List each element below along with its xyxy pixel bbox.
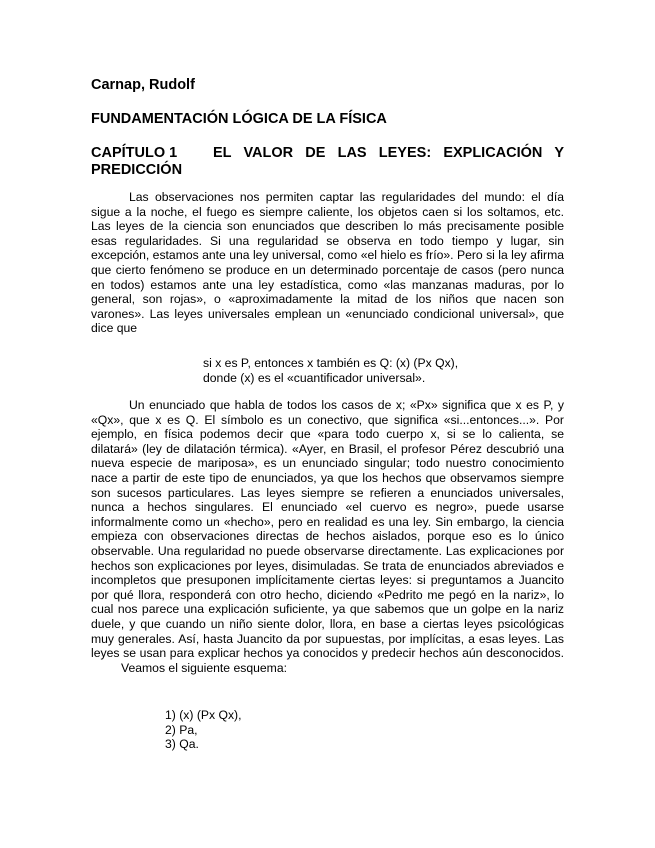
chapter-title-line1: EL VALOR DE LAS LEYES: EXPLICACIÓN Y — [213, 145, 564, 161]
book-title: FUNDAMENTACIÓN LÓGICA DE LA FÍSICA — [91, 111, 387, 127]
scheme-list — [165, 708, 465, 752]
scheme-item-2: 2) Pa, — [165, 722, 198, 737]
scheme-item-3: 3) Qa. — [165, 737, 199, 752]
author-name: Carnap, Rudolf — [91, 77, 195, 93]
paragraph-2-main: Un enunciado que habla de todos los casos de x; «Px» significa que x es P, y «Qx», que x es Q. El símbolo es un conectivo, que significa «si...entonces...». Por ejemplo, en física podemos decir que «para todo cuerpo x, si se lo calienta, se dilatará» (ley de dilatación térmica). «Ayer, en Brasil, el profesor Pérez descubrió una nueva especie de mariposa», es un enunciado singular; todo nuestro conocimiento nace a partir de este tipo de enunciados, ya que los hechos que observamos siempre son sucesos particulares. Las leyes siempre se refieren a enunciados universales, nunca a hechos singulares. El enunciado «el cuervo es negro», puede usarse informalmente como un «hecho», pero en realidad es una ley. Sin embargo, la ciencia empieza con observaciones directas de hechos aislados, porque eso es lo único observable. Una regularidad no puede observarse directamente. Las explicaciones por hechos son explicaciones por leyes, disimuladas. Se trata de enunciados abreviados e incompletos que presuponen implícitamente ciertas leyes: si preguntamos a Juancito por qué llora, responderá con otro hecho, diciendo «Pedrito me pegó en la nariz», lo cual nos parece una explicación suficiente, ya que sabemos que un golpe en la nariz duele, y que cuando un niño siente dolor, llora, en base a ciertas leyes psicológicas muy generales. Así, hasta Juancito da por supuestas, por implícitas, a esas leyes. Las leyes se usan para explicar hechos ya conocidos y predecir hechos aún desconocidos. — [91, 398, 564, 661]
paragraph-1: Las observaciones nos permiten captar las regularidades del mundo: el día sigue a la noche, el fuego es siempre caliente, los objetos caen si los soltamos, etc. Las leyes de la ciencia son enunciados que describen lo más precisamente posible esas regularidades. Si una regularidad se observa en todo tiempo y lugar, sin excepción, estamos ante una ley universal, como «el hielo es frío». Pero si la ley afirma que cierto fenómeno se produce en un determinado porcentaje de casos (pero nunca en todos) estamos ante una ley estadística, como «las manzanas maduras, por lo general, son rojas», o «aproximadamente la mitad de los niños que nacen son varones». Las leyes universales emplean un «enunciado condicional universal», que dice que — [91, 190, 564, 336]
scheme-item-1: 1) (x) (Px Qx), — [165, 708, 242, 722]
chapter-number: CAPÍTULO 1 — [91, 145, 178, 161]
chapter-heading — [91, 145, 564, 179]
formula-block — [203, 356, 543, 385]
paragraph-2 — [91, 398, 564, 675]
chapter-title-line2: PREDICCIÓN — [91, 162, 183, 178]
formula-line-1: si x es P, entonces x también es Q: (x) (Px Qx), — [203, 356, 459, 370]
paragraph-2-tail: Veamos el siguiente esquema: — [121, 660, 287, 675]
formula-line-2: donde (x) es el «cuantificador universal». — [203, 370, 426, 385]
